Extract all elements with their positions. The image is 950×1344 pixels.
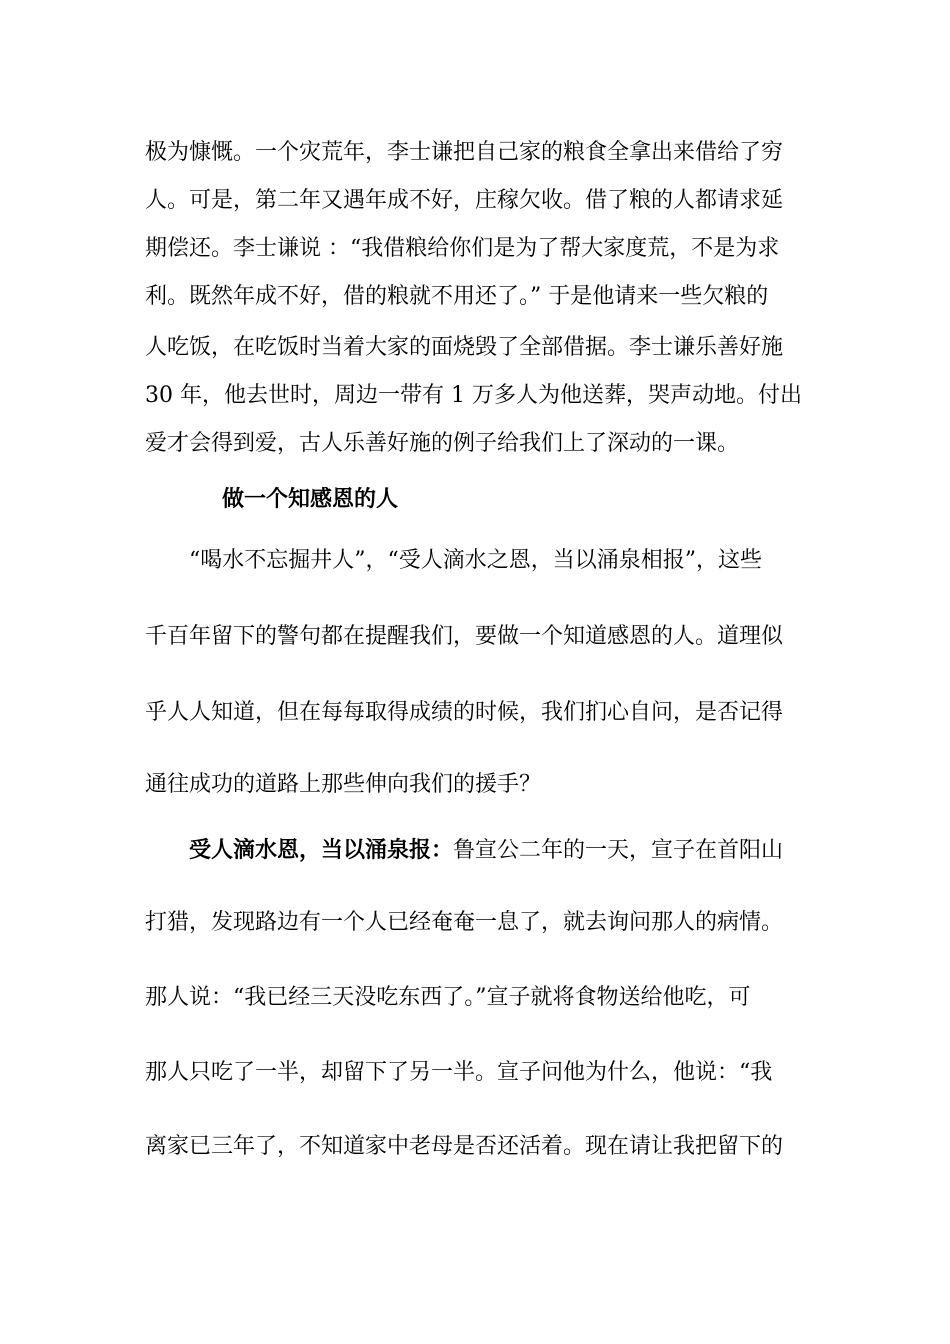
para3-line-5: 离家已三年了，不知道家中老母是否还活着。现在请让我把留下的 bbox=[145, 1134, 784, 1159]
para1-line-5: 人吃饭，在吃饭时当着大家的面烧毁了全部借据。李士谦乐善好施 bbox=[145, 335, 784, 360]
para1-line-2: 人。可是，第二年又遇年成不好，庄稼欠收。借了粮的人都请求延 bbox=[145, 188, 784, 213]
para2-line-4: 通往成功的道路上那些伸向我们的援手？ bbox=[145, 772, 542, 797]
para2-line-3: 乎人人知道，但在每每取得成绩的时候，我们扪心自问，是否记得 bbox=[145, 700, 784, 725]
section-heading: 做一个知感恩的人 bbox=[222, 486, 399, 512]
para3-line-1 bbox=[189, 835, 783, 866]
para3-line-2: 打猎，发现路边有一个人已经奄奄一息了，就去询问那人的病情。 bbox=[145, 910, 784, 935]
para2-line-1: “喝水不忘掘井人”，“受人滴水之恩，当以涌泉相报”，这些 bbox=[189, 548, 762, 573]
para3-bold-lead: 受人滴水恩，当以涌泉报： bbox=[189, 837, 454, 863]
para1-line-1: 极为慷慨。一个灾荒年，李士谦把自己家的粮食全拿出来借给了穷 bbox=[145, 140, 784, 165]
para1-line-6: 30 年，他去世时，周边一带有 1 万多人为他送葬，哭声动地。付出 bbox=[145, 383, 802, 408]
para1-line-3: 期偿还。李士谦说 ：“我借粮给你们是为了帮大家度荒，不是为求 bbox=[145, 236, 780, 261]
para1-line-7: 爱才会得到爱，古人乐善好施的例子给我们上了深动的一课。 bbox=[145, 431, 740, 456]
para3-line-3: 那人说：“我已经三天没吃东西了。”宣子就将食物送给他吃，可 bbox=[145, 985, 751, 1010]
para3-first-rest: 鲁宣公二年的一天，宣子在首阳山 bbox=[453, 838, 784, 863]
para1-line-4: 利。既然年成不好，借的粮就不用还了。” 于是他请来一些欠粮的 bbox=[145, 284, 769, 309]
para3-line-4: 那人只吃了一半，却留下了另一半。宣子问他为什么，他说：“我 bbox=[145, 1060, 773, 1085]
para2-line-2: 千百年留下的警句都在提醒我们，要做一个知道感恩的人。道理似 bbox=[145, 624, 784, 649]
